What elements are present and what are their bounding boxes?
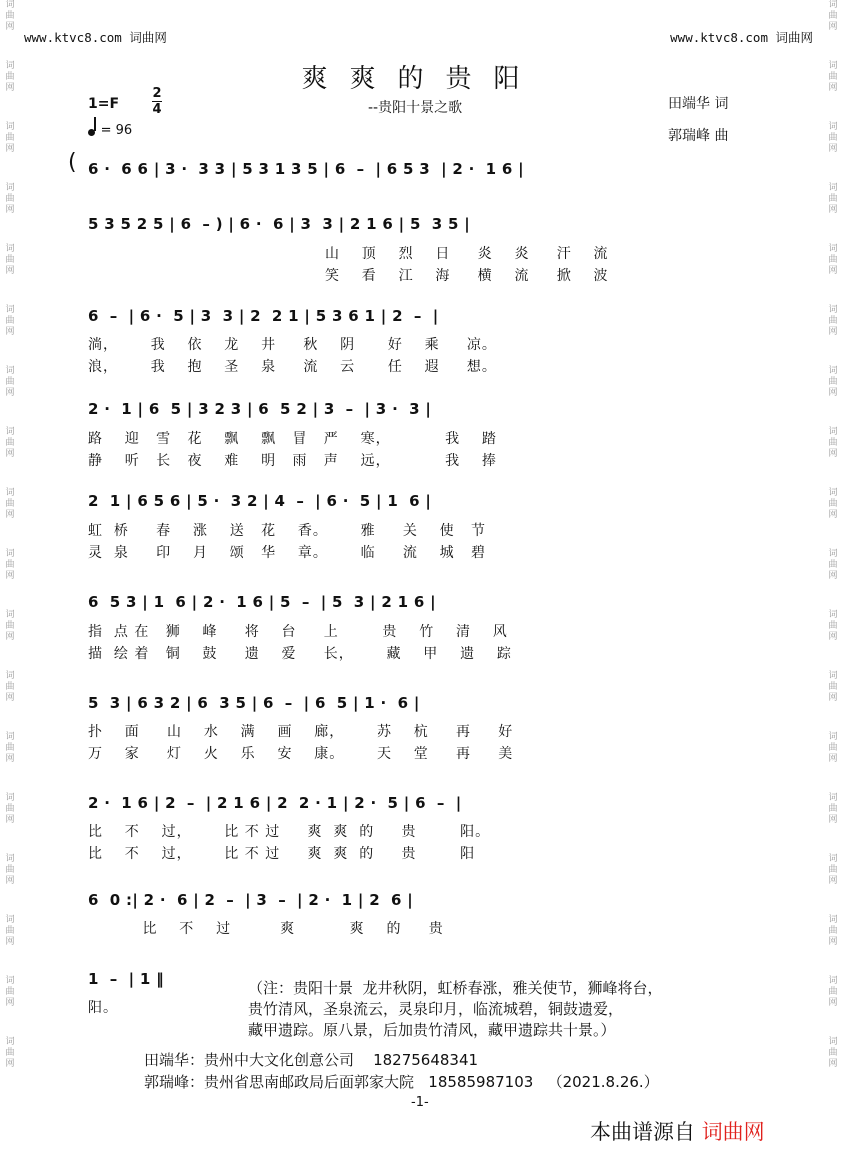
watermark-block: 词 曲 网 (5, 488, 15, 520)
watermark-block: 词 曲 网 (5, 0, 15, 32)
score-line (88, 593, 754, 615)
watermark-block: 词 曲 网 (5, 244, 15, 276)
time-signature (152, 86, 162, 117)
score-line (88, 160, 754, 182)
watermark-block: 词 曲 网 (5, 854, 15, 886)
watermark-block: 词 曲 网 (828, 854, 838, 886)
watermark-block: 词 曲 网 (828, 0, 838, 32)
lyrics-verse-2: 描 绘 着 铜 鼓 遗 爱 长， 藏 甲 遗 踪 (88, 646, 512, 662)
watermark-block: 词 曲 网 (828, 366, 838, 398)
watermark-block: 词 曲 网 (828, 427, 838, 459)
score-line (88, 492, 754, 514)
song-title: 爽爽的贵阳 (301, 64, 542, 94)
contact-composer: 郭瑞峰：贵州省思南邮政局后面郭家大院 18585987103 （2021.8.26.） (144, 1073, 659, 1091)
time-denominator: 4 (152, 102, 162, 117)
key-signature: 1=F (88, 96, 120, 112)
notes: 6 0 :| 2 · 6 | 2 – | 3 – | 2 · 1 | 2 6 | (88, 891, 414, 909)
lyrics-verse-1: 山 顶 烈 日 炎 炎 汗 流 (325, 246, 609, 262)
page-number: -1- (411, 1095, 429, 1110)
lyrics-verse-1: 虹 桥 春 涨 送 花 香。 雅 关 使 节 (88, 523, 487, 539)
watermark-block: 词 曲 网 (828, 183, 838, 215)
notes: 2 · 1 | 6 5 | 3 2 3 | 6 5 2 | 3 – | 3 · 3 | (88, 400, 432, 418)
notes: 2 · 1 6 | 2 – | 2 1 6 | 2 2 · 1 | 2 · 5 | 6 – | (88, 794, 462, 812)
intro-paren: ( (68, 150, 77, 175)
watermark-url-left: www.ktvc8.com 词曲网 (24, 30, 167, 45)
watermark-block: 词 曲 网 (828, 61, 838, 93)
lyrics-verse-2: 浪， 我 抱 圣 泉 流 云 任 遐 想。 (88, 359, 497, 375)
lyrics-verse-2: 笑 看 江 海 横 流 掀 波 (325, 268, 609, 284)
left-watermark-strip (2, 0, 18, 1172)
song-subtitle: --贵阳十景之歌 (368, 100, 463, 116)
score-line (88, 400, 754, 422)
watermark-url-right: www.ktvc8.com 词曲网 (670, 30, 813, 45)
score-line (88, 215, 754, 237)
lyrics-verse-2: 万 家 灯 火 乐 安 康。 天 堂 再 美 (88, 746, 514, 762)
score-line (88, 970, 248, 992)
watermark-block: 词 曲 网 (5, 61, 15, 93)
watermark-block: 词 曲 网 (828, 305, 838, 337)
watermark-block: 词 曲 网 (5, 915, 15, 947)
tempo-value: = 96 (100, 123, 133, 138)
watermark-block: 词 曲 网 (5, 671, 15, 703)
score-line (88, 794, 754, 816)
watermark-block: 词 曲 网 (828, 549, 838, 581)
watermark-block: 词 曲 网 (828, 610, 838, 642)
notes: 6 – | 6 · 5 | 3 3 | 2 2 1 | 5 3 6 1 | 2 – | (88, 307, 439, 325)
notes: 1 – | 1 ‖ (88, 970, 164, 988)
lyrics-verse-1: 路 迎 雪 花 飘 飘 冒 严 寒， 我 踏 (88, 431, 497, 447)
lyrics-verse-1: 阳。 (88, 1000, 118, 1016)
lyrics-verse-1: 指 点 在 狮 峰 将 台 上 贵 竹 清 风 (88, 624, 508, 640)
watermark-block: 词 曲 网 (5, 366, 15, 398)
notes: 5 3 5 2 5 | 6 – ) | 6 · 6 | 3 3 | 2 1 6 | 5 3 5 | (88, 215, 471, 233)
watermark-block: 词 曲 网 (828, 122, 838, 154)
watermark-block: 词 曲 网 (5, 549, 15, 581)
composer-credit: 郭瑞峰 曲 (668, 128, 729, 144)
watermark-block: 词 曲 网 (5, 122, 15, 154)
watermark-block: 词 曲 网 (828, 1037, 838, 1069)
lyrics-verse-1: 扑 面 山 水 满 画 廊， 苏 杭 再 好 (88, 724, 514, 740)
notes: 2 1 | 6 5 6 | 5 · 3 2 | 4 – | 6 · 5 | 1 6 | (88, 492, 432, 510)
watermark-block: 词 曲 网 (5, 1037, 15, 1069)
notes: 5 3 | 6 3 2 | 6 3 5 | 6 – | 6 5 | 1 · 6 | (88, 694, 420, 712)
watermark-block: 词 曲 网 (5, 976, 15, 1008)
watermark-block: 词 曲 网 (828, 732, 838, 764)
watermark-block: 词 曲 网 (828, 244, 838, 276)
watermark-block: 词 曲 网 (5, 793, 15, 825)
watermark-block: 词 曲 网 (5, 305, 15, 337)
notes: 6 5 3 | 1 6 | 2 · 1 6 | 5 – | 5 3 | 2 1 6 | (88, 593, 436, 611)
lyrics-verse-2: 灵 泉 印 月 颂 华 章。 临 流 城 碧 (88, 545, 487, 561)
score-line (88, 891, 754, 913)
source-site-link[interactable]: 词曲网 (701, 1120, 765, 1144)
right-watermark-strip (825, 0, 841, 1172)
source-credit (590, 1116, 765, 1146)
watermark-block: 词 曲 网 (828, 793, 838, 825)
lyrics-verse-1: 比 不 过， 比 不 过 爽 爽 的 贵 阳。 (88, 824, 491, 840)
watermark-block: 词 曲 网 (5, 183, 15, 215)
lyrics-verse-2: 静 听 长 夜 难 明 雨 声 远， 我 捧 (88, 453, 497, 469)
tempo-mark (88, 120, 132, 138)
source-prefix: 本曲谱源自 (590, 1120, 695, 1144)
score-line (88, 307, 754, 329)
lyrics-verse-1: 比 不 过 爽 爽 的 贵 (88, 921, 444, 937)
annotation-note: （注：贵阳十景 龙井秋阴，虹桥春涨，雅关使节，狮峰将台， 贵竹清风，圣泉流云，灵泉印月，临流城碧，铜鼓遗爱， 藏甲遗踪。原八景，后加贵竹清风，藏甲遗踪共十景。） (248, 979, 663, 1039)
watermark-block: 词 曲 网 (5, 610, 15, 642)
watermark-block: 词 曲 网 (828, 488, 838, 520)
time-numerator: 2 (152, 86, 162, 101)
watermark-block: 词 曲 网 (5, 427, 15, 459)
notes: 6 · 6 6 | 3 · 3 3 | 5 3 1 3 5 | 6 – | 6 5 3 | 2 · 1 6 | (88, 160, 524, 178)
contact-lyricist: 田端华：贵州中大文化创意公司 18275648341 (144, 1051, 479, 1069)
watermark-block: 词 曲 网 (828, 976, 838, 1008)
watermark-block: 词 曲 网 (5, 732, 15, 764)
watermark-block: 词 曲 网 (828, 671, 838, 703)
watermark-block: 词 曲 网 (828, 915, 838, 947)
lyricist-credit: 田端华 词 (668, 96, 729, 112)
lyrics-verse-1: 淌， 我 依 龙 井 秋 阴 好 乘 凉。 (88, 337, 497, 353)
score-line (88, 694, 754, 716)
lyrics-verse-2: 比 不 过， 比 不 过 爽 爽 的 贵 阳 (88, 846, 476, 862)
